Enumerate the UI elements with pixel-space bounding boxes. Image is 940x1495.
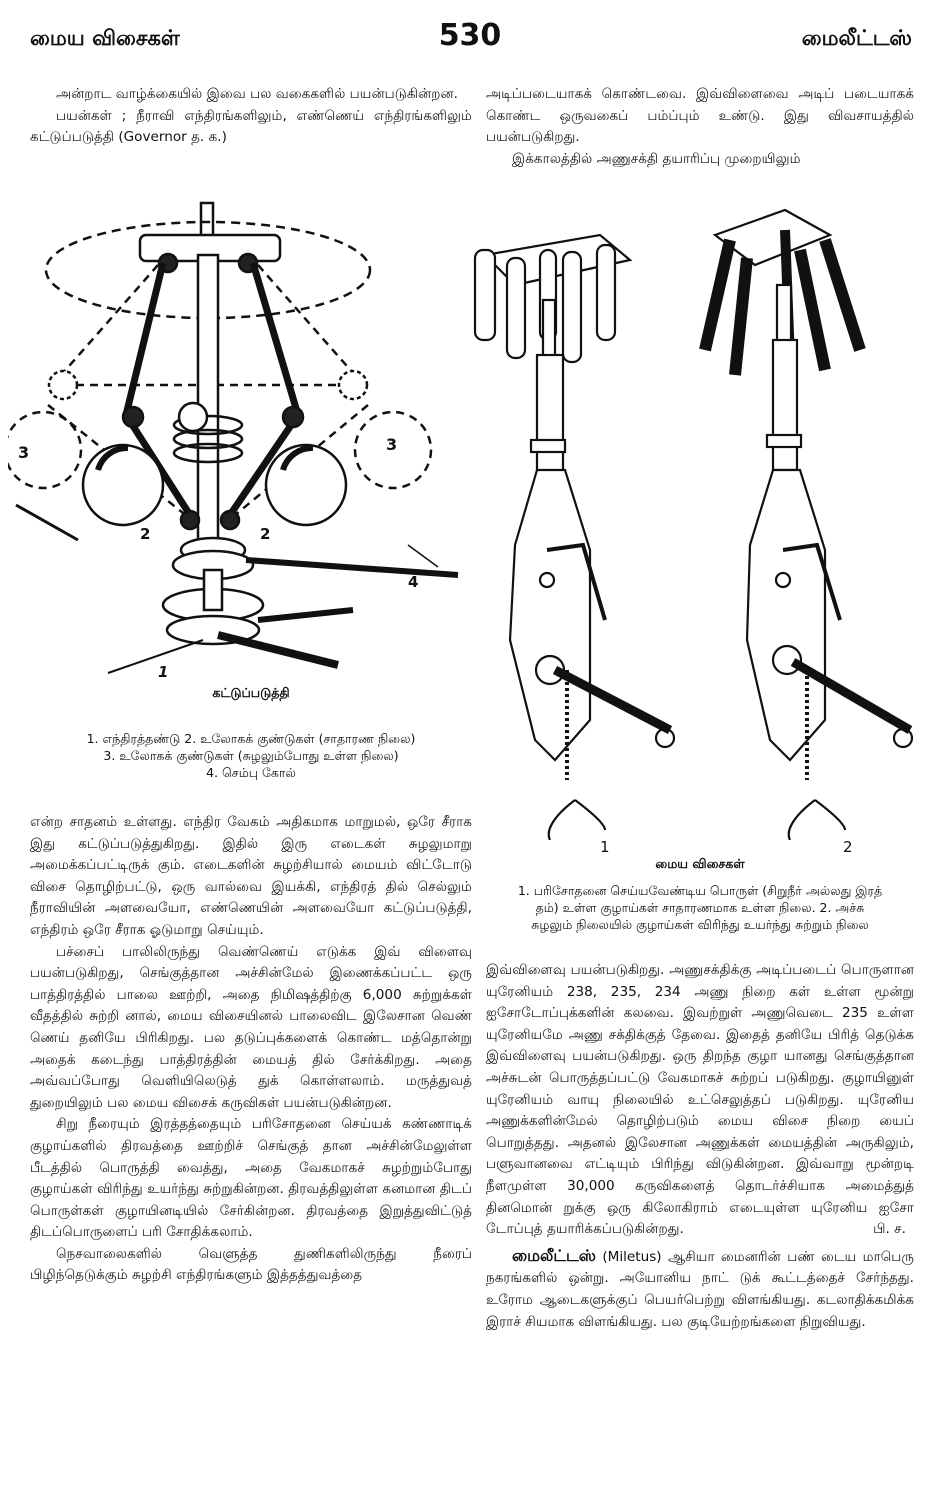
centrifuge-label-1: 1 [600, 838, 610, 856]
paragraph: பயன்கள் ; நீராவி எந்திரங்களிலும், எண்ணெய் எந்திரங்களிலும் கட்டுப்படுத்தி (Governor த. க.) [30, 107, 472, 146]
paragraph: அடிப்படையாகக் கொண்டவை. இவ்விளைவை அடிப் படையாகக் கொண்ட ஒருவகைப் பம்ப்பும் உண்டு. இது விவசாயத்தில் பயன்படுகிறது. [486, 86, 914, 146]
centrifuge-illustration [455, 200, 935, 856]
entry-title: மைலீட்டஸ் [512, 1245, 596, 1265]
encyclopedia-entry [486, 1245, 914, 1333]
label-2-left: 2 [140, 525, 151, 543]
paragraph: சிறு நீரையும் இரத்தத்தையும் பரிசோதனை செய்யக் கண்ணாடிக் குழாய்களில் திரவத்தை ஊற்றிச் செங்குத் தான அச்சின்மேலுள்ள பீடத்தில் பொருத்தி வைத்து, அதை வேகமாகச் சுழற்றும்போது குழாய்கள் விரிந்து உயர்ந்து சுற்றுகின்றன. திரவத்திலுள்ள கனமான திடப் பொருள்கள் குழாயினடியில் சேர்கின்றன. திரவத்தை இறுத்துவிட்டுத் திடப்பொருளைப் பரி சோதிக்கலாம். [30, 1116, 472, 1241]
paragraph: அன்றாட வாழ்க்கையில் இவை பல வகைகளில் பயன்படுகின்றன. [56, 86, 458, 102]
caption-line: 4. செம்பு கோல் [206, 765, 296, 780]
label-1: 1 [158, 663, 169, 681]
centrifuge-figure-caption [486, 882, 914, 933]
label-2-right: 2 [260, 525, 271, 543]
caption-line: 3. உலோகக் குண்டுகள் (சுழலும்போது உள்ள நிலை) [103, 748, 399, 763]
right-column-top-text [486, 84, 914, 170]
governor-illustration [8, 195, 468, 685]
left-column-top-text [30, 84, 472, 149]
right-column-bottom-text [486, 960, 914, 1333]
centrifuge-figure-title: மைய விசைகள் [655, 856, 745, 871]
label-3-right: 3 [386, 435, 398, 454]
paragraph [486, 960, 914, 1241]
label-3-left: 3 [18, 443, 30, 462]
author-initials: பி. ச. [873, 1221, 906, 1238]
paragraph: நெசவாலைகளில் வெளுத்த துணிகளிலிருந்து நீரைப் பிழிந்தெடுக்கும் சுழற்சி எந்திரங்களும் இத்தத்துவத்தை [30, 1245, 472, 1284]
entry-text: (Miletus) ஆசியா மைனரின் பண் டைய மாபெரு நகரங்களில் ஒன்று. அயோனிய நாட் டுக் கூட்டத்தைச் சேர்ந்தது. உரோம ஆடைகளுக்குப் பெயர்பெற்று விளங்கியது. கடலாதிக்கமிக்க இராச் சியமாக விளங்கியது. பல குடியேற்றங்களை நிறுவியது. [486, 1248, 914, 1330]
centrifuge-label-2: 2 [843, 838, 853, 856]
running-header-left: மைய விசைகள் [30, 26, 180, 50]
page-number: 530 [438, 18, 502, 53]
paragraph: என்ற சாதனம் உள்ளது. எந்திர வேகம் அதிகமாக மாறுமல், ஒரே சீராக இது கட்டுப்படுத்துகிறது. இதில் இரு எடைகள் சுழலுமாறு அமைக்கப்பட்டிருக் கும். எடைகளின் சுழற்சியால் மையம் விட்டோடு விசை தொழிற்பட்டு, ஒரு வால்வை இயக்கி, எந்திரத் தில் செல்லும் நீராவியின் அளவையோ, எண்ணெயின் அளவையோ கட்டுப்படுத்தி, எந்திரம் ஒரே சீராக ஓடுமாறு செய்யும். [30, 814, 472, 938]
paragraph: இக்காலத்தில் அணுசக்தி தயாரிப்பு முறையிலும் [512, 150, 801, 167]
caption-line: 1. எந்திரத்தண்டு 2. உலோகக் குண்டுகள் (சாதாரண நிலை) [86, 731, 416, 746]
paragraph-text: இவ்விளைவு பயன்படுகிறது. அணுசக்திக்கு அடிப்படைப் பொருளான யுரேனியம் 238, 235, 234 அணு நிறை கள் உள்ள மூன்று ஐசோடோப்புக்களின் கலவை. இவற்றுள் அணுவெடை 235 உள்ள யுரேனியமே அணு சக்திக்குத் தேவை. இதைத் தனியே பிரித் தெடுக்க இவ்விளைவு பயன்படுகிறது. ஒரு திறந்த குழா யானது செங்குத்தான அச்சுடன் பொருத்தப்பட்டு வேகமாகச் சுற்றப் படுகிறது. குழாயினுள் யுரேனியம் வாயு நிலையில் உட்செலுத்தப் படுகிறது. யுரேனிய அணுக்களின்மேல் தொழிற்படும் மைய விசை நிறை யைப் பொறுத்தது. அதனல் இலேசான அணுக்கள் மையத்தின் அருகிலும், பளுவானவை எட்டியும் பிரிந்து விடுகின்றன. இவ்வாறு மூன்றடி நீளமுள்ள 30,000 கருவிகளைத் தொடர்ச்சியாக அமைத்துத் தினமொன் றுக்கு ஒரு கிலோகிராம் எடையுள்ள யுரேனிய ஐசோ டோப்புத் தயாரிக்கப்படுகின்றது. [486, 962, 914, 1238]
caption-line: தம்) உள்ள குழாய்கள் சாதாரணமாக உள்ள நிலை. 2. அச்சு [535, 900, 865, 915]
centrifuge-2-drawing [705, 210, 912, 840]
left-column-bottom-text [30, 812, 472, 1287]
governor-figure-caption [30, 730, 472, 781]
label-4: 4 [408, 573, 419, 591]
centrifuge-1-drawing [475, 235, 674, 840]
paragraph: பச்சைப் பாலிலிருந்து வெண்ணெய் எடுக்க இவ் விளைவு பயன்படுகிறது, செங்குத்தான அச்சின்மேல் இணைக்கப்பட்ட ஒரு பாத்திரத்தில் பாலை ஊற்றி, அதை நிமிஷத்திற்கு 6,000 சுற்றுக்கள் வீதத்தில் சுற்றி னால், மைய விசையினல் பாலைவிட இலேசான வெண் ணெய் தனியே பிரிகிறது. பல தடுப்புக்களைக் கொண்ட மத்தொன்று அதைக் கடைந்து பாத்திரத்தின் மையத் தில் சேர்க்கிறது. அதை அவ்வப்போது வெளியிலெடுத் துக் கொள்ளலாம். மருத்துவத் துறையிலும் பல மைய விசைக் கருவிகள் பயன்படுகின்றன. [30, 943, 472, 1111]
governor-figure-title: கட்டுப்படுத்தி [212, 685, 290, 700]
caption-line: சுழலும் நிலையில் குழாய்கள் விரிந்து உயர்ந்து சுற்றும் நிலை [531, 917, 869, 932]
running-header-right: மைலீட்டஸ் [801, 26, 912, 50]
caption-line: 1. பரிசோதனை செய்யவேண்டிய பொருள் (சிறுநீர் அல்லது இரத் [517, 883, 883, 898]
